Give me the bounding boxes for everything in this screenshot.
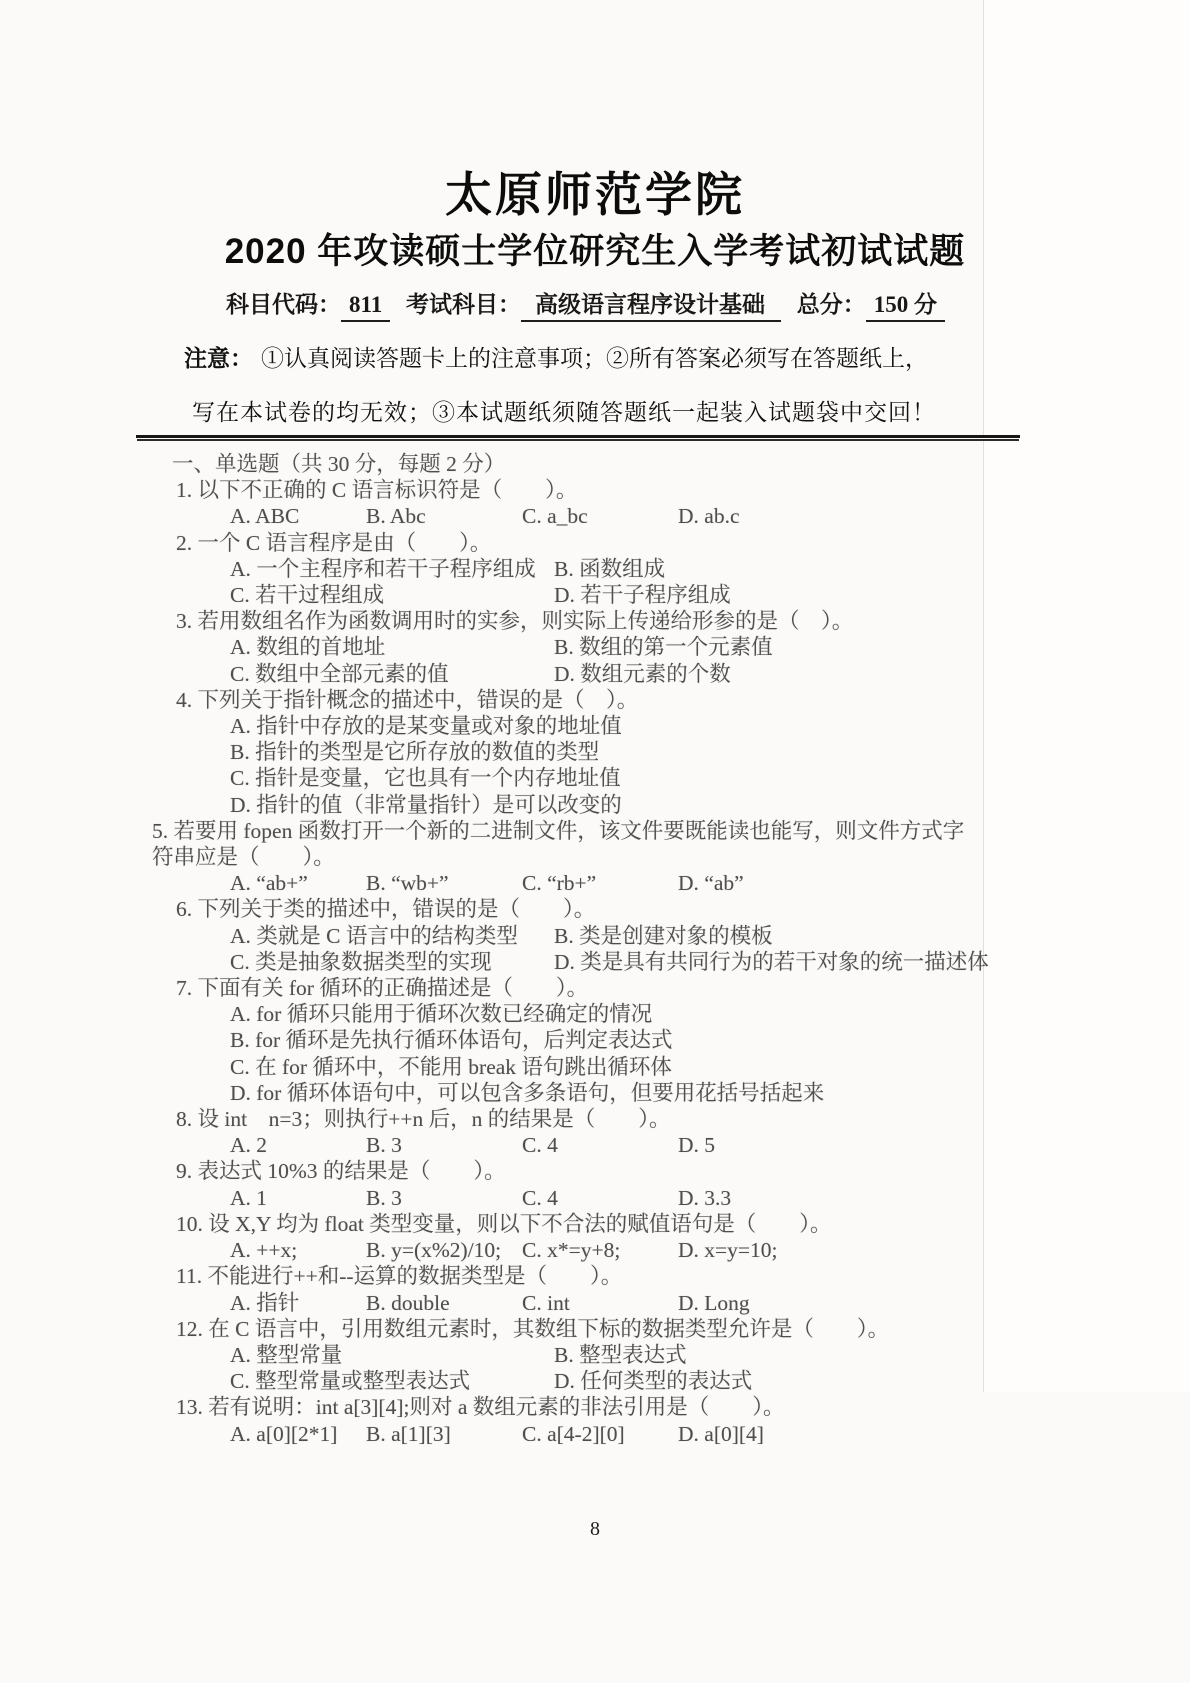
question-3-options-row-1 [150, 634, 1030, 660]
option: A. a[0][2*1] [230, 1421, 338, 1446]
question-6-options-row-1 [150, 923, 1030, 949]
question-8-text: 8. 设 int n=3；则执行++n 后，n 的结果是（ ）。 [176, 1107, 671, 1132]
option: C. “rb+” [522, 871, 597, 896]
question-9-options-row-1 [150, 1185, 1030, 1211]
question-7-options-row-1 [150, 1001, 1030, 1027]
question-6-text: 6. 下列关于类的描述中，错误的是（ ）。 [176, 897, 596, 922]
notice-line-2: 写在本试卷的均无效；③本试题纸须随答题纸一起装入试题袋中交回！ [192, 400, 936, 425]
exam-subject-value: 高级语言程序设计基础 [521, 292, 781, 322]
question-4-options-row-1 [150, 713, 1030, 739]
option: A. 数组的首地址 [230, 635, 386, 660]
question-5-text-line-1: 5. 若要用 fopen 函数打开一个新的二进制文件，该文件要既能读也能写，则文件方式字 [152, 818, 965, 843]
option: B. for 循环是先执行循环体语句，后判定表达式 [230, 1028, 673, 1053]
question-13-options-row-1 [150, 1421, 1030, 1447]
question-8-options-row-1 [150, 1132, 1030, 1158]
question-4-text: 4. 下列关于指针概念的描述中，错误的是（ ）。 [176, 687, 639, 712]
question-9-text: 9. 表达式 10%3 的结果是（ ）。 [176, 1159, 506, 1184]
option: C. 整型常量或整型表达式 [230, 1369, 471, 1394]
section-heading: 一、单选题（共 30 分，每题 2 分） [172, 452, 506, 476]
option: A. for 循环只能用于循环次数已经确定的情况 [230, 1002, 653, 1027]
option: A. ++x; [230, 1238, 298, 1263]
question-4-options-row-4 [150, 792, 1030, 818]
option: C. 在 for 循环中，不能用 break 语句跳出循环体 [230, 1054, 672, 1079]
subject-code-value: 811 [341, 292, 390, 322]
option: B. 3 [366, 1133, 402, 1158]
option: B. 函数组成 [554, 556, 666, 581]
question-5-options-row-1 [150, 870, 1030, 896]
option: C. 若干过程组成 [230, 583, 385, 608]
option: D. for 循环体语句中，可以包含多条语句，但要用花括号括起来 [230, 1080, 825, 1105]
notice-label: 注意： [184, 345, 253, 371]
question-3-options-row-2 [150, 661, 1030, 687]
option: B. y=(x%2)/10; [366, 1238, 502, 1263]
school-title: 太原师范学院 [445, 168, 745, 221]
question-11-options-row-1 [150, 1290, 1030, 1316]
question-3-text: 3. 若用数组名作为函数调用时的实参，则实际上传递给形参的是（ ）。 [176, 609, 854, 634]
option: A. “ab+” [230, 871, 308, 896]
option: B. 3 [366, 1185, 402, 1210]
option: D. “ab” [678, 871, 744, 896]
option: D. 3.3 [678, 1185, 732, 1210]
option: D. 5 [678, 1133, 716, 1158]
option: C. 指针是变量，它也具有一个内存地址值 [230, 766, 621, 791]
option: C. x*=y+8; [522, 1238, 621, 1263]
question-7-options-row-3 [150, 1054, 1030, 1080]
subject-code-label: 科目代码： [226, 292, 341, 317]
total-score-value: 150 分 [866, 292, 945, 322]
option: D. a[0][4] [678, 1421, 764, 1446]
option: B. double [366, 1290, 450, 1315]
question-13-text: 13. 若有说明：int a[3][4];则对 a 数组元素的非法引用是（ ）。 [176, 1395, 785, 1420]
option: D. 任何类型的表达式 [554, 1369, 753, 1394]
option: A. 指针中存放的是某变量或对象的地址值 [230, 714, 622, 739]
question-7-text: 7. 下面有关 for 循环的正确描述是（ ）。 [176, 976, 589, 1001]
option: D. x=y=10; [678, 1238, 778, 1263]
option: B. 指针的类型是它所存放的数值的类型 [230, 740, 600, 765]
option: A. 类就是 C 语言中的结构类型 [230, 923, 518, 948]
question-area [150, 451, 1030, 1447]
exam-title: 2020 年攻读硕士学位研究生入学考试初试试题 [224, 232, 966, 271]
question-12-options-row-1 [150, 1342, 1030, 1368]
option: D. 数组元素的个数 [554, 661, 731, 686]
option: D. 类是具有共同行为的若干对象的统一描述体 [554, 949, 989, 974]
option: A. 指针 [230, 1290, 300, 1315]
question-4-options-row-3 [150, 765, 1030, 791]
exam-subject-label: 考试科目： [405, 292, 521, 317]
question-5-text-line-2: 符串应是（ ）。 [152, 845, 335, 870]
exam-meta [226, 286, 945, 319]
question-2-text: 2. 一个 C 语言程序是由（ ）。 [176, 530, 492, 555]
option: A. ABC [230, 504, 300, 529]
question-6-options-row-2 [150, 949, 1030, 975]
option: C. 4 [522, 1133, 558, 1158]
option: D. 指针的值（非常量指针）是可以改变的 [230, 792, 622, 817]
option: C. 类是抽象数据类型的实现 [230, 949, 492, 974]
question-10-text: 10. 设 X,Y 均为 float 类型变量，则以下不合法的赋值语句是（ ）。 [176, 1211, 832, 1236]
option: C. a_bc [522, 504, 588, 529]
option: B. 类是创建对象的模板 [554, 923, 773, 948]
notice-line-1 [184, 340, 928, 373]
question-2-options-row-2 [150, 582, 1030, 608]
notice-text-1: ①认真阅读答题卡上的注意事项；②所有答案必须写在答题纸上， [261, 346, 928, 371]
option: A. 2 [230, 1133, 268, 1158]
question-1-text: 1. 以下不正确的 C 语言标识符是（ ）。 [176, 478, 578, 503]
question-list [150, 477, 1030, 1447]
option: A. 整型常量 [230, 1342, 343, 1367]
option: A. 1 [230, 1185, 268, 1210]
option: B. 数组的第一个元素值 [554, 635, 773, 660]
question-7-options-row-2 [150, 1027, 1030, 1053]
total-score-label: 总分： [796, 292, 866, 317]
option: D. 若干子程序组成 [554, 583, 731, 608]
option: C. a[4-2][0] [522, 1421, 625, 1446]
option: A. 一个主程序和若干子程序组成 [230, 556, 536, 581]
question-10-options-row-1 [150, 1237, 1030, 1263]
question-11-text: 11. 不能进行++和--运算的数据类型是（ ）。 [176, 1264, 623, 1289]
option: B. “wb+” [366, 871, 449, 896]
question-12-text: 12. 在 C 语言中，引用数组元素时，其数组下标的数据类型允许是（ ）。 [176, 1316, 890, 1341]
option: B. Abc [366, 504, 426, 529]
question-4-options-row-2 [150, 739, 1030, 765]
option: D. Long [678, 1290, 750, 1315]
option: B. a[1][3] [366, 1421, 451, 1446]
option: D. ab.c [678, 504, 740, 529]
question-2-options-row-1 [150, 556, 1030, 582]
question-7-options-row-4 [150, 1080, 1030, 1106]
option: C. 4 [522, 1185, 558, 1210]
question-12-options-row-2 [150, 1368, 1030, 1394]
page-number: 8 [590, 1518, 600, 1540]
header-divider [136, 435, 1020, 439]
question-1-options-row-1 [150, 503, 1030, 529]
option: B. 整型表达式 [554, 1342, 687, 1367]
option: C. 数组中全部元素的值 [230, 661, 449, 686]
option: C. int [522, 1290, 570, 1315]
